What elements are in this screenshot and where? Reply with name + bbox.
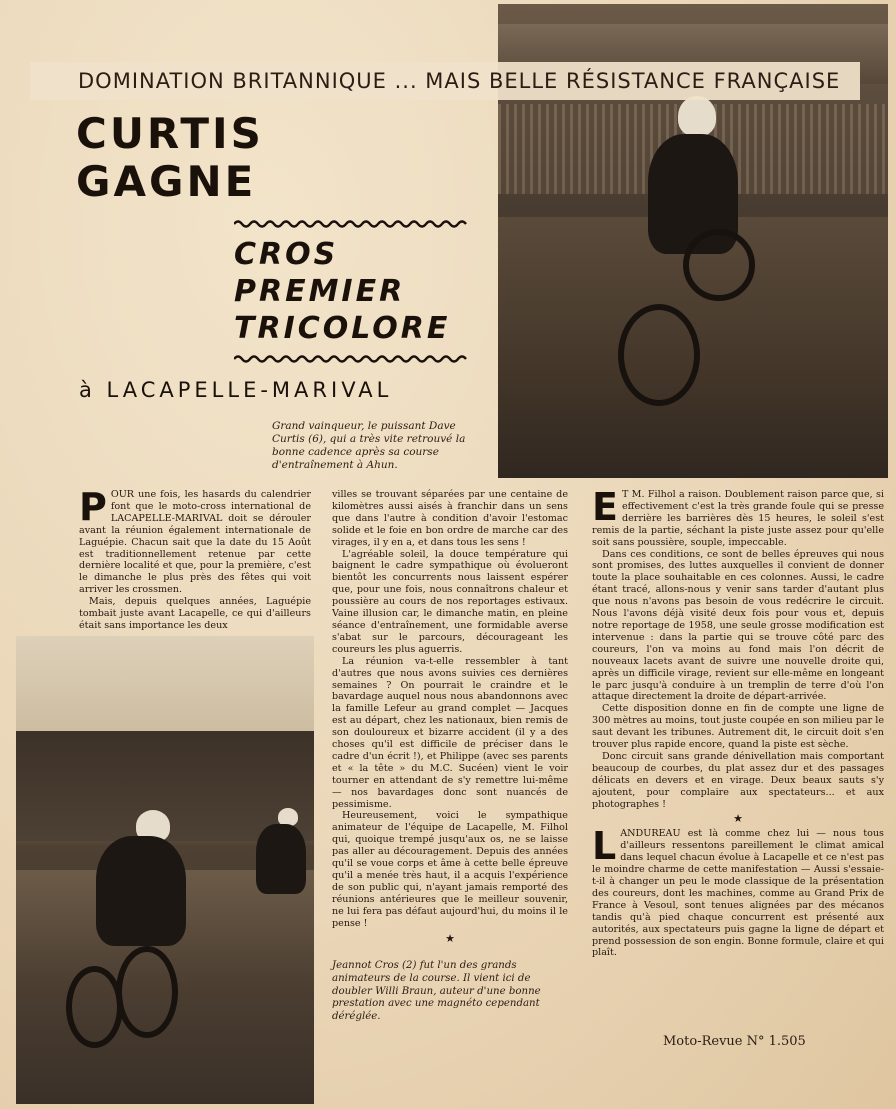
wavy-rule-top <box>234 219 467 229</box>
front-wheel <box>116 946 178 1038</box>
rear-wheel <box>66 966 123 1048</box>
rear-wheel <box>618 304 700 406</box>
section-star: ★ <box>733 812 743 826</box>
front-wheel <box>683 229 755 301</box>
paragraph: Dans ces conditions, ce sont de belles épreuves qui nous sont promises, des luttes auxquelles il convient de donner toute la place souhaitable en ces colonnes. Aussi, le cadre étant tracé, allons-nous y venir sans tarder d'autant plus que nous n'avons pas besoin de vous redécrire le circuit. Nous l'avons déjà visité deux fois pour vous et, depuis notre reportage de 1958, une seule grosse modification est intervenue : dans la partie qui se trouve côté parc des coureurs, l'on va moins au fond mais l'on décrit de nouveaux lacets avant de suivre une nouvelle droite qui, après un difficile virage, revient sur elle-même en longeant le parc jusqu'à conduire à un tremplin de terre d'où l'on attaque directement la droite de départ-arrivée. <box>592 548 884 703</box>
paragraph: Donc circuit sans grande dénivellation mais comportant beaucoup de courbes, du plat assez dur et des passages délicats en devers et en virage. Deux beaux sauts s'y ajoutent, pour complaire aux spectateurs... et aux photographes ! <box>592 750 884 810</box>
subtitle-line: TRICOLORE <box>234 311 451 346</box>
article-column-1 <box>79 489 311 631</box>
article-column-2 <box>332 489 568 945</box>
subtitle-line: CROS <box>234 237 339 272</box>
paragraph: La réunion va-t-elle ressembler à tant d'autres que nous avons suivies ces dernières semaines ? On pourrait le craindre et le bavardage auquel nous nous abandonnons avec la famille Lefeur au grand complet — Jacques est au départ, chez les nationaux, bien remis de son douloureux et bizarre accident (il y a des choses qu'il est difficile de préciser dans le cadre d'un écrit !), et Philippe (avec ses parents et « la tête » du M.C. Sucéen) vient le voir tourner en attendant de s'y remettre lui-même — nos bavardages donc sont nuancés de pessimisme. <box>332 655 568 810</box>
photo-cros-riding <box>16 636 314 1104</box>
title-line: GAGNE <box>76 157 257 206</box>
paragraph: OUR une fois, les hasards du calendrier font que le moto-cross international de LACAPELLE-MARIVAL doit se dérouler avant la réunion également internationale de Laguépie. Chacun sait que la date du 15 Août est traditionnellement retenue par cette dernière localité et que, pour la première, c'est le dimanche le plus près des fêtes qui voit arriver les crossmen. <box>79 489 311 596</box>
drop-cap: L <box>592 824 617 869</box>
subtitle-line: PREMIER <box>234 274 406 309</box>
paragraph: T M. Filhol a raison. Doublement raison parce que, si effectivement c'est la très grande foule qui se presse derrière les barrières dès 15 heures, le soleil s'est remis de la partie, séchant la piste juste assez pour qu'elle soit sans poussière, souple, impeccable. <box>592 489 884 548</box>
paragraph: Heureusement, voici le sympathique animateur de l'équipe de Lacapelle, M. Filhol qui, quoique trempé jusqu'aux os, ne se laisse pas aller au découragement. Depuis des années qu'il se voue corps et âme à cette belle épreuve qu'il a menée très haut, il a acquis l'expérience de son public qui, n'ayant jamais remporté des réunions antérieures que le meilleur souvenir, ne lui fera pas défaut aujourd'hui, du moins il le pense ! <box>332 810 568 929</box>
rider-helmet <box>678 96 716 136</box>
paragraph: ANDUREAU est là comme chez lui — nous tous d'ailleurs ressentons pareillement le climat amical dans lequel chacun évolue à Lacapelle et ce n'est pas le moindre charme de cette manifestation — Aussi s'essaie-t-il à changer un peu le mode classique de la présentation des coureurs, dont les machines, comme au Grand Prix de France à Vesoul, sont tenues alignées par des mécanos tandis qu'à pied chaque concurrent est présenté aux autorités, aux spectateurs puis gagne la ligne de départ et prend possession de son engin. Bonne formule, claire et qui plaît. <box>592 828 884 959</box>
photo-caption-bottom: Jeannot Cros (2) fut l'un des grands animateurs de la course. Il vient ici de doubler Willi Braun, auteur d'une bonne prestation avec une magnéto cependant déréglée. <box>332 960 541 1023</box>
photo-caption-top: Grand vainqueur, le puissant Dave Curtis (6), qui a très vite retrouvé la bonne cadence après sa course d'entraînement à Ahun. <box>272 420 466 471</box>
subtitle <box>234 236 484 347</box>
article-column-3 <box>592 489 884 1029</box>
drop-cap: E <box>592 489 618 529</box>
second-rider-body <box>256 824 306 894</box>
main-title <box>76 110 336 206</box>
magazine-footer: Moto-Revue N° 1.505 <box>663 1034 806 1049</box>
paragraph: Mais, depuis quelques années, Laguépie tombait juste avant Lacapelle, ce qui d'ailleurs était sans importance les deux <box>79 596 311 631</box>
paragraph: Cette disposition donne en fin de compte une ligne de 300 mètres au moins, tout juste coupée en son milieu par le saut devant les tribunes. Autrement dit, le circuit doit s'en trouver plus rapide encore, quand la piste est sèche. <box>592 703 884 751</box>
paragraph: villes se trouvant séparées par une centaine de kilomètres aussi aisés à franchir dans un sens que dans l'autre à condition d'avoir l'estomac solide et le foie en bon ordre de marche car des virages, il y en a, et dans tous les sens ! <box>332 489 568 548</box>
wavy-rule-bottom <box>234 354 467 364</box>
location-heading: à LACAPELLE-MARIVAL <box>79 378 393 402</box>
section-star: ★ <box>445 931 455 945</box>
paragraph: L'agréable soleil, la douce température qui baignent le cadre sympathique où évolueront bientôt les concurrents nous laissent espérer que, pour une fois, nous connaîtrons chaleur et poussière au cours de nos reportages estivaux. Vaine illusion car, le dimanche matin, en pleine séance d'entraînement, une formidable averse s'abat sur le parcours, décourageant les coureurs les plus aguerris. <box>332 548 568 655</box>
title-line: CURTIS <box>76 109 264 158</box>
kicker-headline: DOMINATION BRITANNIQUE ... MAIS BELLE RÉSISTANCE FRANÇAISE <box>30 62 860 100</box>
drop-cap: P <box>79 489 107 529</box>
rider-body <box>96 836 186 946</box>
